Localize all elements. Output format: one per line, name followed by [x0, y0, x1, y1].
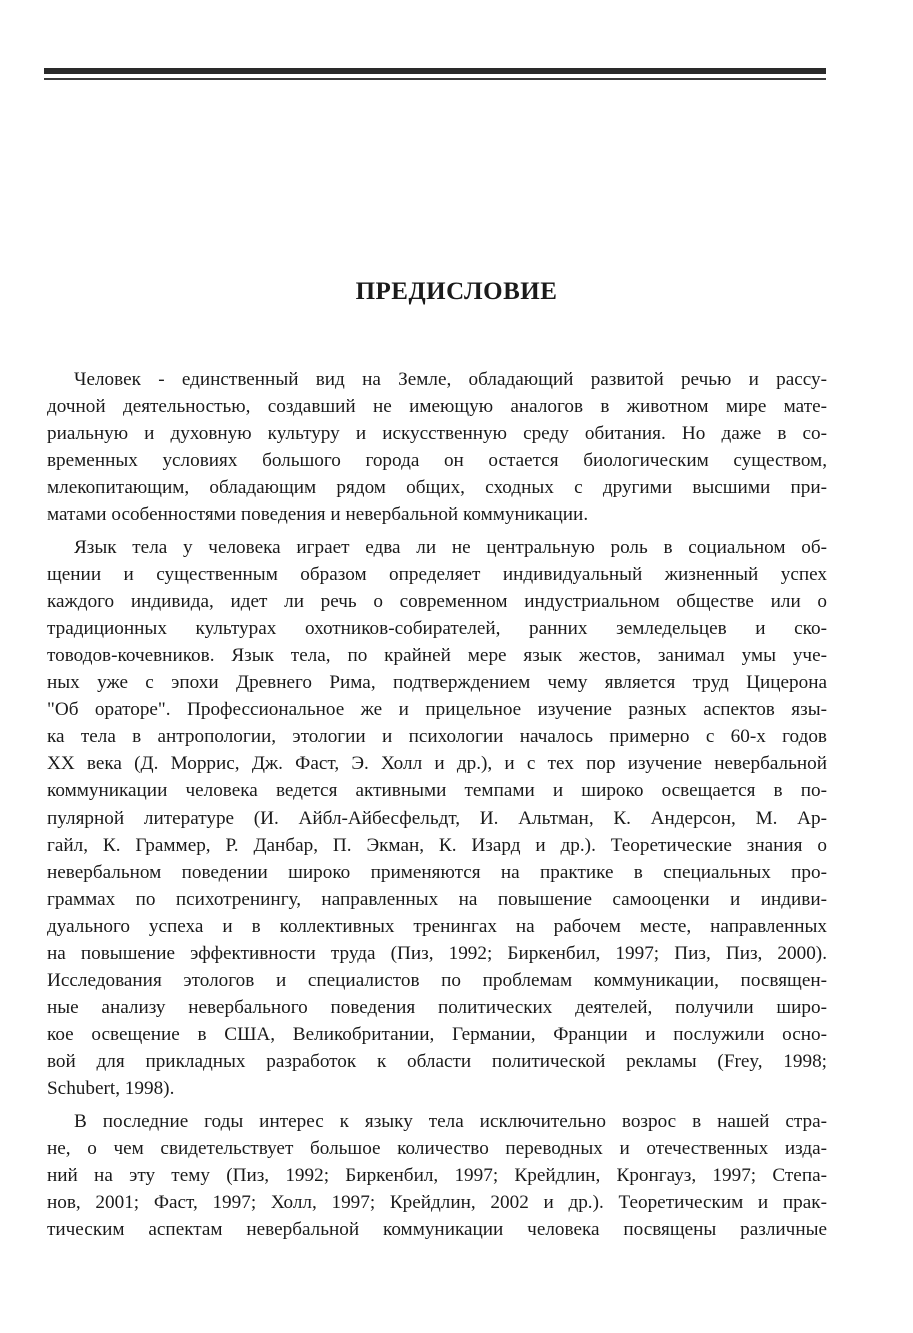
text-line: коммуникации человека ведется активными темпами и широко освещается в по- [47, 780, 827, 802]
text-line: невербальном поведении широко применяются на практике в специальных про- [47, 861, 827, 883]
text-line: дочной деятельностью, создавший не имеющую аналогов в животном мире мате- [47, 396, 827, 418]
text-line: тическим аспектам невербальной коммуникации человека посвящены различные [47, 1218, 827, 1240]
text-line: вой для прикладных разработок к области политической рекламы (Frey, 1998; [47, 1051, 827, 1073]
text-line: традиционных культурах охотников-собирателей, ранних земледельцев и ско- [47, 617, 827, 639]
text-line: пулярной литературе (И. Айбл-Айбесфельдт, И. Альтман, К. Андерсон, М. Ар- [47, 807, 827, 829]
text-line: ные анализу невербального поведения политических деятелей, получили широ- [47, 997, 827, 1019]
text-line: В последние годы интерес к языку тела исключительно возрос в нашей стра- [74, 1110, 827, 1132]
header-rule-thin [44, 78, 826, 80]
text-line: граммах по психотренингу, направленных на повышение самооценки и индиви- [47, 888, 827, 910]
text-line: ний на эту тему (Пиз, 1992; Биркенбил, 1997; Крейдлин, Кронгауз, 1997; Степа- [47, 1164, 827, 1186]
text-line: дуального успеха и в коллективных тренингах на рабочем месте, направленных [47, 915, 827, 937]
text-line: млекопитающим, обладающим рядом общих, сходных с другими высшими при- [47, 477, 827, 499]
text-line: ка тела в антропологии, этологии и психологии началось примерно с 60-х годов [47, 726, 827, 748]
text-line: риальную и духовную культуру и искусственную среду обитания. Но даже в со- [47, 423, 827, 445]
text-line: на повышение эффективности труда (Пиз, 1992; Биркенбил, 1997; Пиз, Пиз, 2000). [47, 942, 827, 964]
text-line: матами особенностями поведения и невербальной коммуникации. [47, 504, 589, 526]
text-line: Schubert, 1998). [47, 1078, 175, 1100]
text-line: гайл, К. Граммер, Р. Данбар, П. Экман, К. Изард и др.). Теоретические знания о [47, 834, 827, 856]
text-line: каждого индивида, идет ли речь о современном индустриальном обществе или о [47, 590, 827, 612]
header-rule-thick [44, 68, 826, 74]
body-text [47, 366, 827, 1243]
text-line: XX века (Д. Моррис, Дж. Фаст, Э. Холл и др.), и с тех пор изучение невербальной [47, 753, 827, 775]
text-line: кое освещение в США, Великобритании, Германии, Франции и послужили осно- [47, 1024, 827, 1046]
text-line: Человек - единственный вид на Земле, обладающий развитой речью и рассу- [74, 369, 827, 390]
text-line: ных уже с эпохи Древнего Рима, подтверждением чему является труд Цицерона [47, 672, 827, 694]
text-line: не, о чем свидетельствует большое количество переводных и отечественных изда- [47, 1137, 827, 1159]
text-line: нов, 2001; Фаст, 1997; Холл, 1997; Крейдлин, 2002 и др.). Теоретическим и прак- [47, 1191, 827, 1213]
text-line: временных условиях большого города он остается биологическим существом, [47, 450, 827, 472]
text-line: Исследования этологов и специалистов по проблемам коммуникации, посвящен- [47, 970, 827, 992]
page-title: ПРЕДИСЛОВИЕ [355, 278, 558, 305]
text-line: Язык тела у человека играет едва ли не центральную роль в социальном об- [74, 536, 827, 558]
text-line: щении и существенным образом определяет индивидуальный жизненный успех [47, 563, 827, 585]
text-line: товодов-кочевников. Язык тела, по крайней мере язык жестов, занимал умы уче- [47, 644, 827, 666]
text-line: "Об ораторе". Профессиональное же и прицельное изучение разных аспектов язы- [47, 699, 827, 721]
